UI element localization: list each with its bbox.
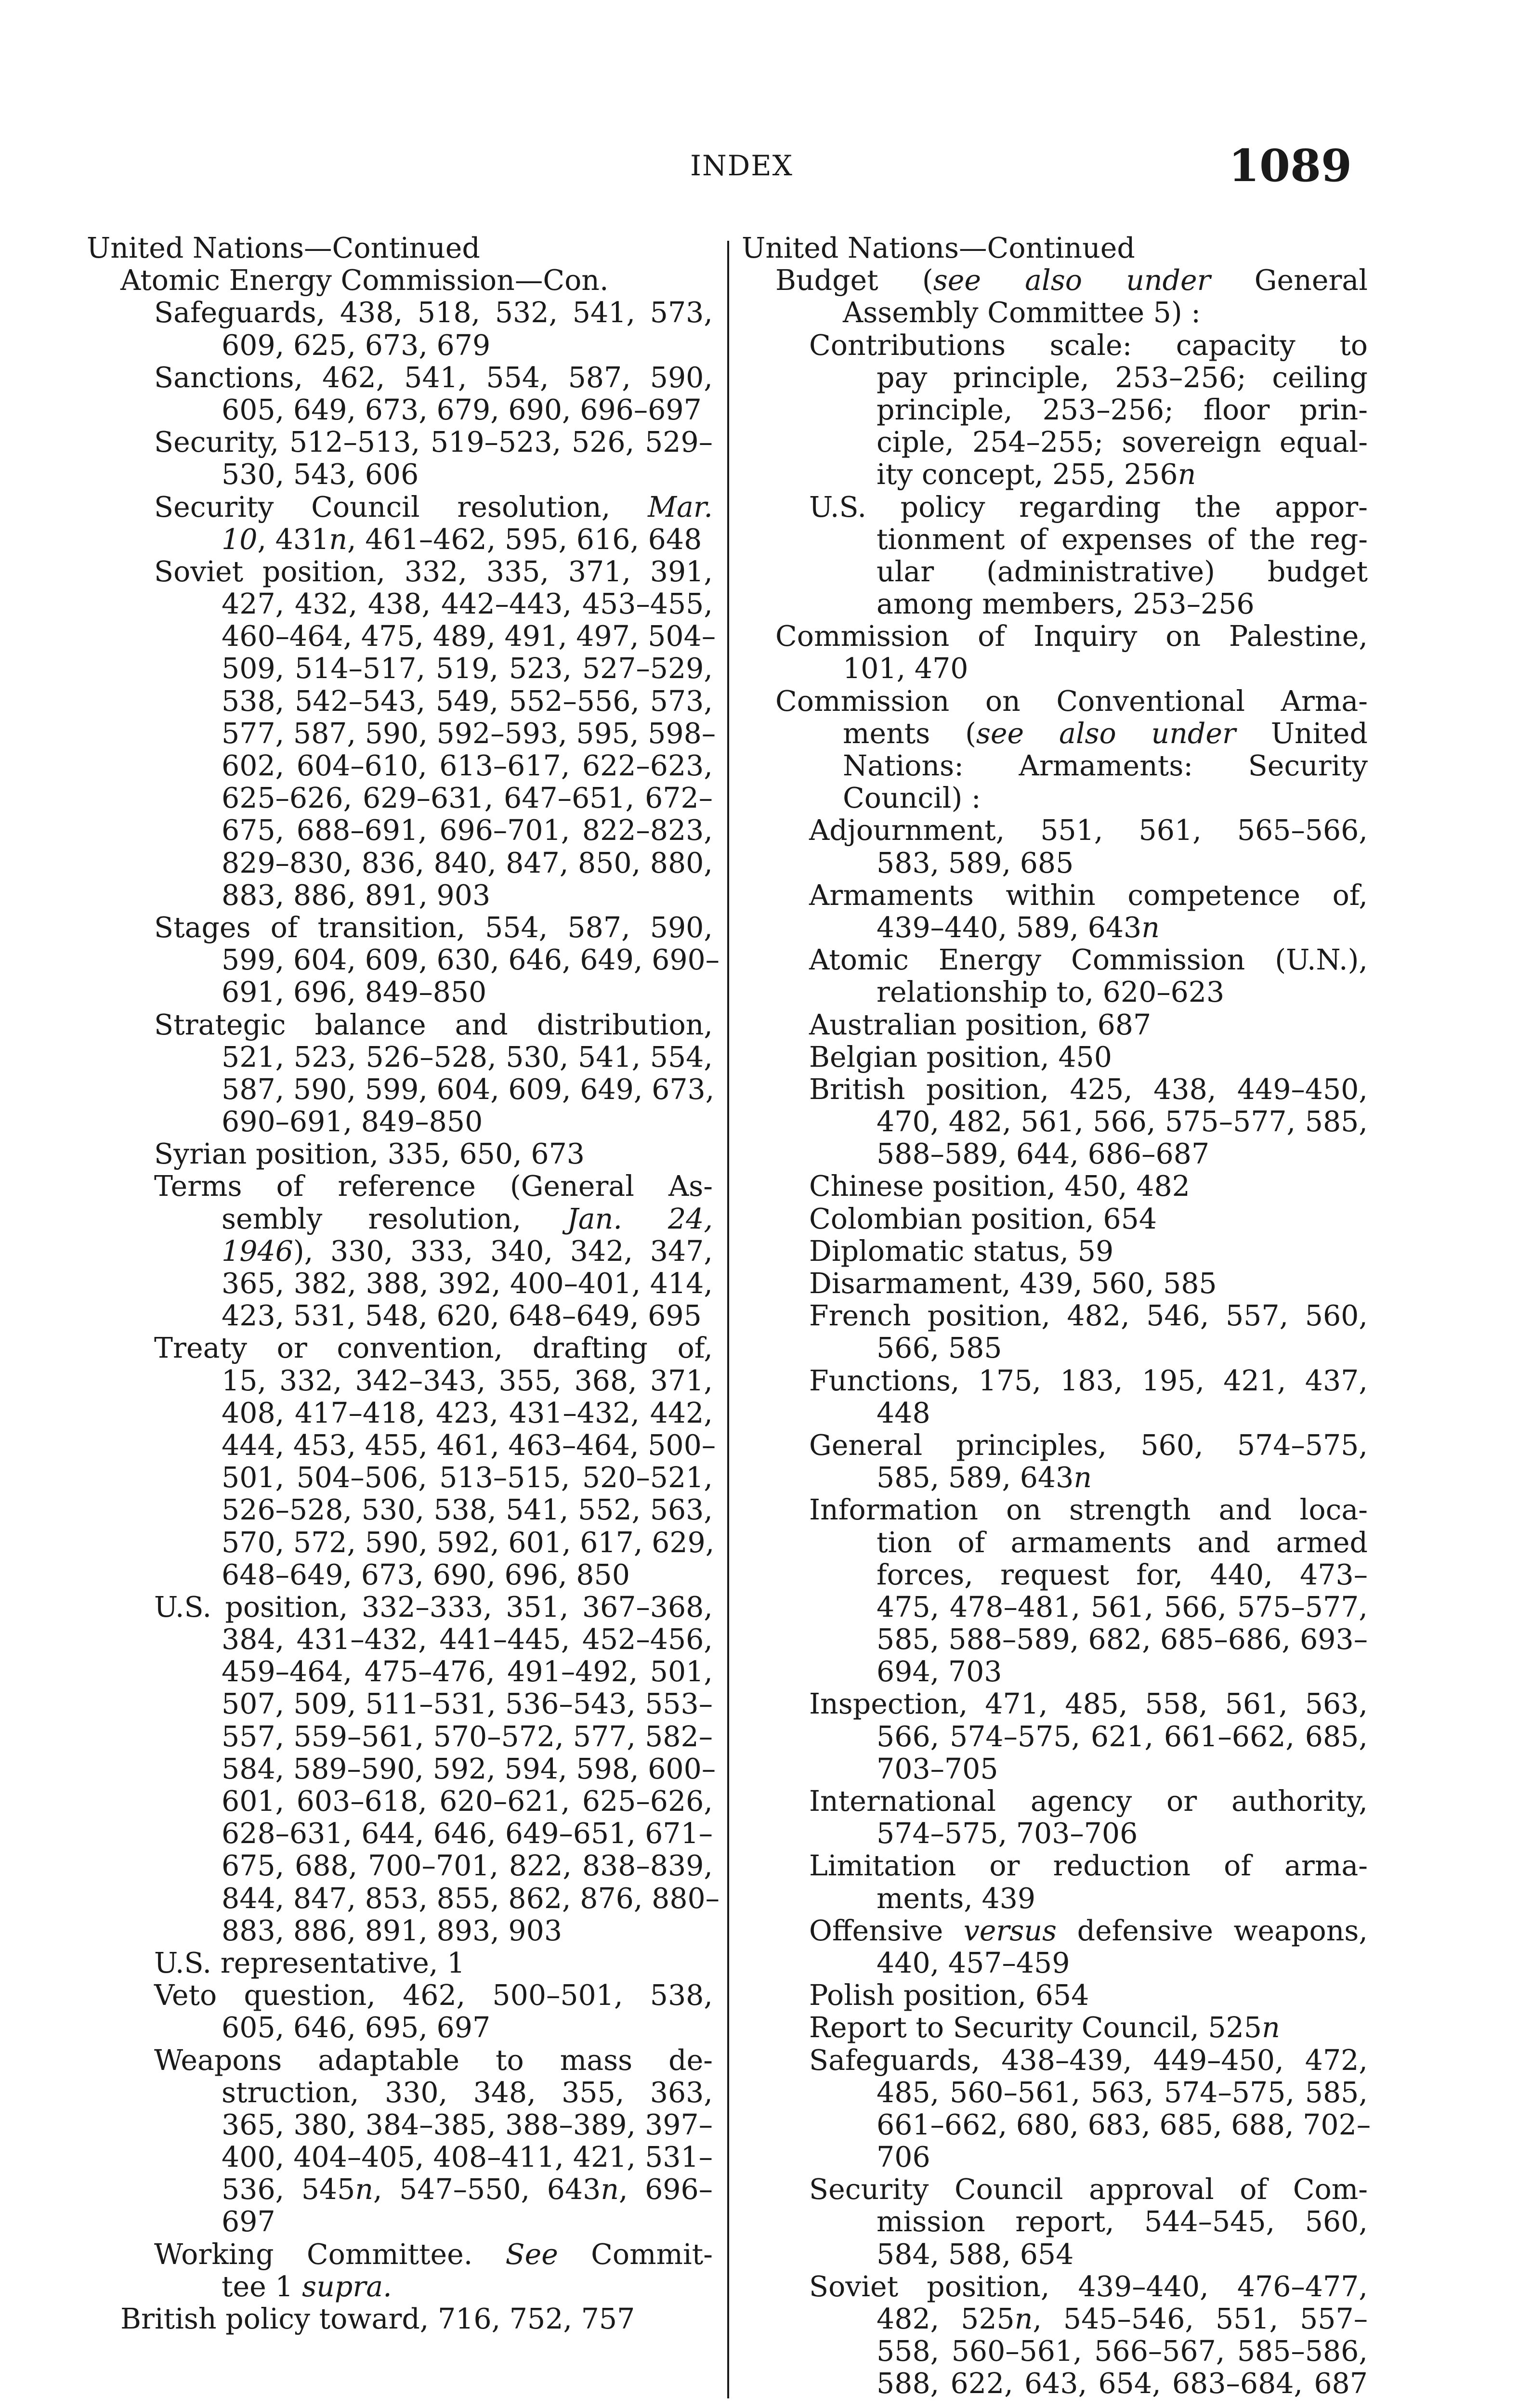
index-line <box>87 750 713 782</box>
index-line <box>87 1138 713 1170</box>
italic-text: Jan. 24, <box>567 1202 713 1235</box>
entry-text: 588, 622, 643, 654, 683–684, 687 <box>877 2367 1368 2400</box>
italic-text: see also under <box>933 264 1211 297</box>
index-line <box>742 458 1368 491</box>
entry-text: Security Council approval of Com- <box>809 2173 1368 2206</box>
entry-text: Polish position, 654 <box>809 1979 1089 2012</box>
index-line <box>742 782 1368 814</box>
italic-text: n <box>1262 2011 1280 2044</box>
entry-text: 583, 589, 685 <box>877 846 1074 879</box>
entry-text: 588–589, 644, 686–687 <box>877 1138 1210 1171</box>
entry-text: 628–631, 644, 646, 649–651, 671– <box>222 1817 713 1850</box>
index-line <box>87 685 713 718</box>
index-line <box>87 523 713 556</box>
index-line <box>87 264 713 297</box>
entry-text: tee 1 <box>222 2270 302 2303</box>
entry-text: 625–626, 629–631, 647–651, 672– <box>222 782 713 815</box>
entry-text: Chinese position, 450, 482 <box>809 1170 1190 1203</box>
index-line <box>87 1332 713 1364</box>
index-line <box>87 1785 713 1818</box>
index-line <box>742 1365 1368 1397</box>
entry-text: 365, 382, 388, 392, 400–401, 414, <box>222 1267 713 1300</box>
entry-text: ), 330, 333, 340, 342, 347, <box>293 1234 713 1268</box>
entry-text: 844, 847, 853, 855, 862, 876, 880– <box>222 1882 720 1915</box>
entry-text: 574–575, 703–706 <box>877 1817 1138 1850</box>
entry-text: British policy toward, 716, 752, 757 <box>120 2303 635 2335</box>
entry-text: Disarmament, 439, 560, 585 <box>809 1267 1217 1300</box>
entry-text: 558, 560–561, 566–567, 585–586, <box>877 2335 1368 2368</box>
entry-text: Functions, 175, 183, 195, 421, 437, <box>809 1364 1368 1397</box>
entry-text: 703–705 <box>877 1752 998 1785</box>
page-header <box>0 140 1518 202</box>
entry-text: 570, 572, 590, 592, 601, 617, 629, <box>222 1526 715 1559</box>
entry-text: Commit- <box>558 2238 713 2271</box>
entry-text: ity concept, 255, 256 <box>877 458 1178 491</box>
index-line <box>87 1591 713 1623</box>
entry-text: 883, 886, 891, 903 <box>222 878 491 912</box>
entry-text: 482, 525 <box>877 2303 1015 2335</box>
entry-text: 829–830, 836, 840, 847, 850, 880, <box>222 846 713 879</box>
index-line <box>87 426 713 458</box>
right-column <box>742 232 1371 2400</box>
index-line <box>742 1073 1368 1106</box>
entry-text: 423, 531, 548, 620, 648–649, 695 <box>222 1299 702 1333</box>
entry-text: 694, 703 <box>877 1655 1002 1688</box>
entry-text: 485, 560–561, 563, 574–575, 585, <box>877 2076 1368 2109</box>
entry-text: Safeguards, 438–439, 449–450, 472, <box>809 2043 1368 2077</box>
entry-text: 691, 696, 849–850 <box>222 976 487 1009</box>
entry-text: 101, 470 <box>843 652 968 685</box>
index-line <box>87 879 713 912</box>
entry-text: ular (administrative) budget <box>877 555 1368 588</box>
index-line <box>87 943 720 977</box>
index-line <box>742 1623 1368 1656</box>
index-line <box>87 1235 713 1268</box>
index-line <box>87 1915 713 1947</box>
index-line <box>87 782 713 814</box>
index-line <box>87 653 713 685</box>
italic-text: n <box>1178 458 1196 491</box>
index-line <box>742 847 1368 879</box>
index-line <box>87 2109 713 2141</box>
entry-text: principle, 253–256; floor prin- <box>877 393 1368 426</box>
entry-text: Sanctions, 462, 541, 554, 587, 590, <box>154 361 713 394</box>
index-line <box>742 329 1368 362</box>
entry-text: Commission of Inquiry on Palestine, <box>775 620 1368 653</box>
index-line <box>742 1494 1368 1526</box>
entry-text: 697 <box>222 2205 275 2238</box>
entry-text: 459–464, 475–476, 491–492, 501, <box>222 1655 713 1688</box>
index-line <box>87 1203 713 1235</box>
index-line <box>742 912 1368 944</box>
index-line <box>742 523 1368 556</box>
index-line <box>87 1009 713 1041</box>
entry-text: tion of armaments and armed <box>877 1526 1368 1559</box>
index-line <box>87 1397 713 1429</box>
index-line <box>742 1850 1368 1882</box>
index-line <box>87 2012 713 2044</box>
entry-text: Syrian position, 335, 650, 673 <box>154 1138 585 1171</box>
entry-text: 661–662, 680, 683, 685, 688, 702– <box>877 2108 1371 2141</box>
running-head: INDEX <box>690 149 793 182</box>
entry-text: among members, 253–256 <box>877 588 1255 621</box>
entry-text: French position, 482, 546, 557, 560, <box>809 1299 1368 1333</box>
italic-text: n <box>329 523 347 556</box>
index-line <box>742 1235 1368 1268</box>
entry-text: , 431 <box>257 523 329 556</box>
entry-text: 675, 688, 700–701, 822, 838–839, <box>222 1849 713 1883</box>
index-line <box>742 1656 1368 1688</box>
entry-text: Security, 512–513, 519–523, 526, 529– <box>154 426 713 459</box>
index-line <box>742 1106 1368 1138</box>
index-line <box>87 1106 713 1138</box>
index-line <box>87 297 713 329</box>
italic-text: 1946 <box>222 1234 293 1268</box>
italic-text: n <box>1141 911 1160 944</box>
entry-text: Offensive <box>809 1914 964 1947</box>
index-line <box>742 2141 1368 2173</box>
entry-text: 475, 478–481, 561, 566, 575–577, <box>877 1590 1368 1623</box>
index-line <box>87 556 713 588</box>
index-line <box>87 1041 713 1073</box>
index-line <box>742 264 1368 297</box>
entry-text: ments ( <box>843 717 976 750</box>
entry-text: Stages of transition, 554, 587, 590, <box>154 911 713 944</box>
entry-text: 690–691, 849–850 <box>222 1105 483 1139</box>
entry-text: Nations: Armaments: Security <box>843 749 1368 782</box>
entry-text: 448 <box>877 1396 930 1429</box>
entry-text: Information on strength and loca- <box>809 1493 1368 1527</box>
index-line <box>742 1462 1368 1494</box>
entry-text: Colombian position, 654 <box>809 1202 1157 1235</box>
index-line <box>87 1721 713 1753</box>
index-line <box>742 879 1368 912</box>
entry-text: 609, 625, 673, 679 <box>222 328 491 362</box>
index-line <box>742 1883 1368 1915</box>
entry-text: Inspection, 471, 485, 558, 561, 563, <box>809 1688 1368 1721</box>
index-line <box>742 588 1368 620</box>
entry-text: U.S. position, 332–333, 351, 367–368, <box>154 1590 713 1623</box>
index-line <box>742 1527 1368 1559</box>
entry-text: Australian position, 687 <box>809 1008 1152 1041</box>
index-line <box>742 2206 1368 2238</box>
entry-text: British position, 425, 438, 449–450, <box>809 1073 1368 1106</box>
entry-text: Assembly Committee 5) : <box>843 296 1201 329</box>
entry-text: , 696– <box>619 2173 713 2206</box>
entry-text: 601, 603–618, 620–621, 625–626, <box>222 1785 713 1818</box>
entry-text: 440, 457–459 <box>877 1946 1070 1979</box>
entry-text: 521, 523, 526–528, 530, 541, 554, <box>222 1040 713 1073</box>
entry-text: forces, request for, 440, 473– <box>877 1558 1368 1591</box>
entry-text: , 461–462, 595, 616, 648 <box>347 523 702 556</box>
index-line <box>87 1656 713 1688</box>
entry-text: Armaments within competence of, <box>809 878 1368 912</box>
entry-text: General principles, 560, 574–575, <box>809 1428 1368 1462</box>
index-line <box>742 1559 1368 1591</box>
index-line <box>87 1850 713 1882</box>
entry-text: 566, 574–575, 621, 661–662, 685, <box>877 1720 1368 1753</box>
entry-text: Safeguards, 438, 518, 532, 541, 573, <box>154 296 713 329</box>
index-line <box>742 1429 1368 1462</box>
index-line <box>87 814 713 847</box>
entry-text: 599, 604, 609, 630, 646, 649, 690– <box>222 943 720 977</box>
index-line <box>87 1979 713 2012</box>
index-line <box>742 2238 1368 2271</box>
italic-text: versus <box>963 1914 1057 1947</box>
entry-text: U.S. policy regarding the appor- <box>809 490 1368 523</box>
index-line <box>87 2303 713 2335</box>
left-column <box>87 232 720 2335</box>
entry-text: Commission on Conventional Arma- <box>775 684 1368 718</box>
entry-text: General <box>1210 264 1368 297</box>
index-line <box>742 2303 1368 2335</box>
index-line <box>742 814 1368 847</box>
index-line <box>87 1462 713 1494</box>
entry-text: 675, 688–691, 696–701, 822–823, <box>222 814 713 847</box>
index-line <box>87 1623 713 1656</box>
italic-text: See <box>505 2238 558 2271</box>
entry-text: 605, 646, 695, 697 <box>222 2011 491 2044</box>
entry-text: U.S. representative, 1 <box>154 1946 465 1979</box>
entry-text: Security Council resolution, <box>154 490 648 523</box>
index-line <box>87 458 713 491</box>
index-line <box>742 1009 1368 1041</box>
entry-text: defensive weapons, <box>1057 1914 1368 1947</box>
index-line <box>87 1365 713 1397</box>
entry-text: 584, 589–590, 592, 594, 598, 600– <box>222 1752 716 1785</box>
entry-text: Limitation or reduction of arma- <box>809 1849 1368 1883</box>
index-line <box>742 653 1368 685</box>
entry-text: tionment of expenses of the reg- <box>877 523 1368 556</box>
index-line <box>742 1979 1368 2012</box>
entry-text: 585, 588–589, 682, 685–686, 693– <box>877 1623 1368 1656</box>
index-line <box>742 718 1368 750</box>
index-line <box>87 620 716 653</box>
entry-text: 408, 417–418, 423, 431–432, 442, <box>222 1396 713 1429</box>
entry-text: 501, 504–506, 513–515, 520–521, <box>222 1461 713 1494</box>
italic-text: n <box>355 2173 374 2206</box>
italic-text: n <box>1014 2303 1033 2335</box>
entry-text: 509, 514–517, 519, 523, 527–529, <box>222 652 713 685</box>
entry-text: 384, 431–432, 441–445, 452–456, <box>222 1623 713 1656</box>
entry-text: 883, 886, 891, 893, 903 <box>222 1914 563 1947</box>
index-line <box>742 2335 1368 2368</box>
entry-text: 566, 585 <box>877 1332 1002 1365</box>
index-line <box>742 232 1368 264</box>
entry-text: 400, 404–405, 408–411, 421, 531– <box>222 2141 713 2174</box>
italic-text: see also under <box>976 717 1236 750</box>
index-line <box>742 362 1368 394</box>
index-line <box>742 2044 1368 2077</box>
index-line <box>87 394 713 426</box>
entry-text: Soviet position, 332, 335, 371, 391, <box>154 555 713 588</box>
italic-text: n <box>601 2173 619 2206</box>
entry-text: 557, 559–561, 570–572, 577, 582– <box>222 1720 713 1753</box>
index-line <box>742 556 1368 588</box>
index-line <box>742 620 1368 653</box>
entry-text: United <box>1235 717 1368 750</box>
entry-text: Terms of reference (General As- <box>154 1170 713 1203</box>
index-line <box>87 976 713 1008</box>
index-line <box>742 1591 1368 1623</box>
index-line <box>87 588 713 620</box>
entry-text: Council) : <box>843 782 981 815</box>
index-line <box>87 1882 720 1915</box>
index-line <box>87 1688 713 1720</box>
entry-text: Weapons adaptable to mass de- <box>154 2043 713 2077</box>
entry-text: Working Committee. <box>154 2238 506 2271</box>
index-line <box>87 1073 713 1106</box>
index-line <box>87 1818 713 1850</box>
index-line <box>87 232 713 264</box>
index-line <box>87 2271 713 2303</box>
column-divider <box>727 241 729 2398</box>
entry-text: 427, 432, 438, 442–443, 453–455, <box>222 588 713 621</box>
page-number: 1089 <box>1228 140 1352 192</box>
entry-text: Treaty or convention, drafting of, <box>154 1332 713 1365</box>
index-line <box>742 2368 1368 2400</box>
italic-text: n <box>1073 1461 1092 1494</box>
entry-text: Diplomatic status, 59 <box>809 1234 1114 1268</box>
index-line <box>742 426 1368 458</box>
index-line <box>87 1170 713 1203</box>
index-line <box>742 2108 1371 2141</box>
index-line <box>87 1494 713 1526</box>
index-line <box>742 1785 1368 1818</box>
index-line <box>742 1397 1368 1429</box>
entry-text: International agency or authority, <box>809 1785 1368 1818</box>
index-line <box>87 1947 713 1979</box>
index-line <box>742 1947 1368 1979</box>
entry-text: 460–464, 475, 489, 491, 497, 504– <box>222 620 716 653</box>
index-line <box>87 491 713 523</box>
index-line <box>742 1138 1368 1170</box>
entry-text: Adjournment, 551, 561, 565–566, <box>809 814 1368 847</box>
index-line <box>742 750 1368 782</box>
index-line <box>742 1203 1368 1235</box>
index-line <box>87 2044 713 2077</box>
index-line <box>742 1818 1368 1850</box>
index-line <box>742 394 1368 426</box>
index-line <box>742 944 1368 976</box>
index-line <box>742 491 1368 523</box>
index-line <box>742 1300 1368 1332</box>
index-line <box>87 1428 716 1462</box>
index-line <box>87 1752 716 1785</box>
index-line <box>742 1268 1368 1300</box>
entry-text: United Nations—Continued <box>87 232 480 264</box>
index-line <box>87 1559 713 1591</box>
entry-text: 526–528, 530, 538, 541, 552, 563, <box>222 1493 713 1527</box>
index-line <box>742 1915 1368 1947</box>
entry-text: ments, 439 <box>877 1882 1036 1915</box>
index-line <box>742 976 1368 1008</box>
entry-text: mission report, 544–545, 560, <box>877 2205 1368 2238</box>
entry-text: United Nations—Continued <box>742 232 1135 264</box>
entry-text: 536, 545 <box>222 2173 355 2206</box>
index-line <box>742 2012 1368 2044</box>
entry-text: pay principle, 253–256; ceiling <box>877 361 1368 394</box>
entry-text: struction, 330, 348, 355, 363, <box>222 2076 713 2109</box>
entry-text: 470, 482, 561, 566, 575–577, 585, <box>877 1105 1368 1139</box>
index-line <box>742 2271 1368 2303</box>
index-line <box>742 1753 1368 1785</box>
entry-text: Veto question, 462, 500–501, 538, <box>154 1979 713 2012</box>
index-line <box>87 1527 713 1559</box>
index-line <box>742 297 1368 329</box>
entry-text: Belgian position, 450 <box>809 1040 1112 1073</box>
entry-text: sembly resolution, <box>222 1202 567 1235</box>
entry-text: 439–440, 589, 643 <box>877 911 1142 944</box>
index-line <box>87 2206 713 2238</box>
index-line <box>87 1268 713 1300</box>
entry-text: Atomic Energy Commission—Con. <box>120 264 609 297</box>
index-line <box>742 1332 1368 1364</box>
entry-text: Atomic Energy Commission (U.N.), <box>809 943 1368 977</box>
entry-text: Strategic balance and distribution, <box>154 1008 713 1041</box>
index-line <box>742 685 1368 718</box>
entry-text: , 547–550, 643 <box>373 2173 601 2206</box>
entry-text: 538, 542–543, 549, 552–556, 573, <box>222 684 713 718</box>
index-line <box>742 1041 1368 1073</box>
entry-text: 444, 453, 455, 461, 463–464, 500– <box>222 1428 716 1462</box>
index-line <box>87 2173 713 2206</box>
index-line <box>87 2077 713 2109</box>
entry-text: , 545–546, 551, 557– <box>1033 2303 1368 2335</box>
entry-text: Budget ( <box>775 264 933 297</box>
entry-text: relationship to, 620–623 <box>877 976 1225 1009</box>
entry-text: Report to Security Council, 525 <box>809 2011 1262 2044</box>
index-line <box>742 1170 1368 1203</box>
index-line <box>87 1300 713 1332</box>
index-line <box>742 1688 1368 1720</box>
entry-text: Soviet position, 439–440, 476–477, <box>809 2270 1368 2303</box>
entry-text: 365, 380, 384–385, 388–389, 397– <box>222 2108 713 2141</box>
index-line <box>87 847 713 879</box>
index-line <box>87 329 713 362</box>
entry-text: 648–649, 673, 690, 696, 850 <box>222 1558 630 1591</box>
italic-text: Mar. <box>648 490 713 523</box>
entry-text: Contributions scale: capacity to <box>809 328 1368 362</box>
entry-text: 530, 543, 606 <box>222 458 419 491</box>
italic-text: 10 <box>222 523 258 556</box>
entry-text: 706 <box>877 2141 930 2174</box>
index-line <box>87 362 713 394</box>
entry-text: ciple, 254–255; sovereign equal- <box>877 426 1368 459</box>
entry-text: 577, 587, 590, 592–593, 595, 598– <box>222 717 716 750</box>
entry-text: 584, 588, 654 <box>877 2238 1074 2271</box>
entry-text: 587, 590, 599, 604, 609, 649, 673, <box>222 1073 715 1106</box>
index-line <box>87 2238 713 2271</box>
index-line <box>742 2173 1368 2206</box>
index-line <box>742 1721 1368 1753</box>
entry-text: 585, 589, 643 <box>877 1461 1074 1494</box>
index-line <box>87 912 713 944</box>
entry-text: 602, 604–610, 613–617, 622–623, <box>222 749 713 782</box>
entry-text: 15, 332, 342–343, 355, 368, 371, <box>222 1364 713 1397</box>
entry-text: 507, 509, 511–531, 536–543, 553– <box>222 1688 713 1721</box>
entry-text: 605, 649, 673, 679, 690, 696–697 <box>222 393 702 426</box>
index-line <box>742 2077 1368 2109</box>
italic-text: supra. <box>302 2270 392 2303</box>
index-line <box>87 2141 713 2173</box>
index-line <box>87 717 716 750</box>
